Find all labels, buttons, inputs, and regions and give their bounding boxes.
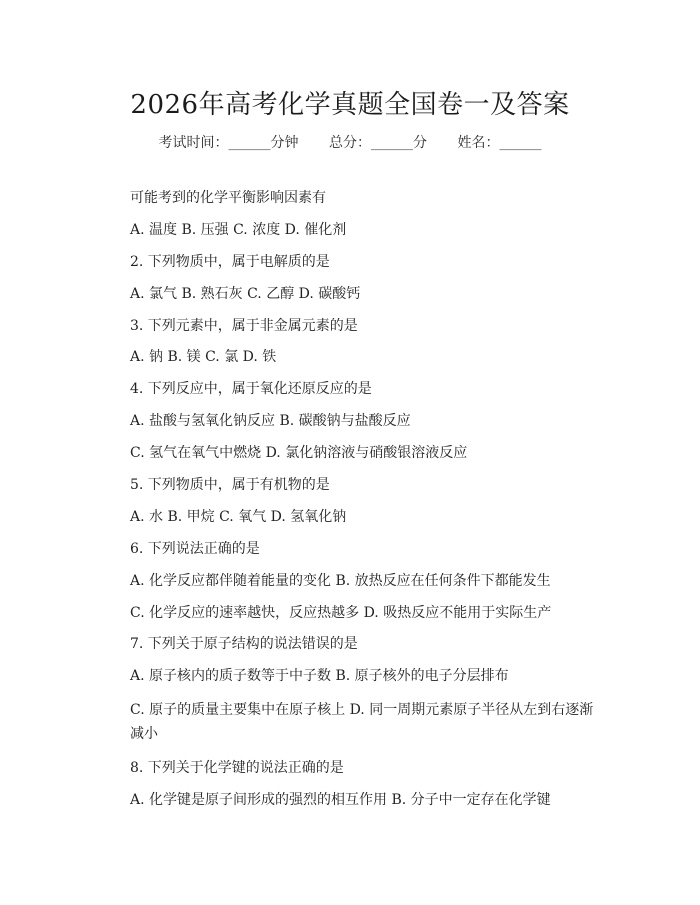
option-line: A. 原子核内的质子数等于中子数 B. 原子核外的电子分层排布 bbox=[130, 668, 509, 685]
total-score: 总分：______分 bbox=[329, 135, 427, 151]
option-line: C. 化学反应的速率越快，反应热越多 D. 吸热反应不能用于实际生产 bbox=[130, 604, 552, 621]
question-line: 8. 下列关于化学键的说法正确的是 bbox=[130, 760, 344, 777]
option-line: A. 盐酸与氢氧化钠反应 B. 碳酸钠与盐酸反应 bbox=[130, 413, 411, 430]
question-line: 4. 下列反应中，属于氧化还原反应的是 bbox=[130, 381, 372, 398]
question-line: 6. 下列说法正确的是 bbox=[130, 540, 260, 557]
option-line: A. 化学键是原子间形成的强烈的相互作用 B. 分子中一定存在化学键 bbox=[130, 792, 551, 809]
question-line: 5. 下列物质中，属于有机物的是 bbox=[130, 477, 330, 494]
exam-time: 考试时间：______分钟 bbox=[158, 135, 299, 151]
question-line: 3. 下列元素中，属于非金属元素的是 bbox=[130, 317, 358, 334]
question-list bbox=[130, 188, 615, 822]
page-title: 2026年高考化学真题全国卷一及答案 bbox=[130, 90, 570, 120]
option-line: C. 氢气在氧气中燃烧 D. 氯化钠溶液与硝酸银溶液反应 bbox=[130, 445, 468, 462]
option-line-text: C. 原子的质量主要集中在原子核上 D. 同一周期元素原子半径从左到右逐渐减小 bbox=[130, 702, 594, 743]
student-name: 姓名：______ bbox=[457, 135, 542, 151]
exam-meta bbox=[0, 132, 700, 152]
option-line: A. 钠 B. 镁 C. 氯 D. 铁 bbox=[130, 349, 277, 366]
option-line: A. 氯气 B. 熟石灰 C. 乙醇 D. 碳酸钙 bbox=[130, 285, 361, 302]
option-line-wrapped bbox=[130, 698, 615, 746]
option-line: A. 温度 B. 压强 C. 浓度 D. 催化剂 bbox=[130, 221, 347, 238]
question-line: 7. 下列关于原子结构的说法错误的是 bbox=[130, 636, 358, 653]
option-line: A. 水 B. 甲烷 C. 氧气 D. 氢氧化钠 bbox=[130, 508, 347, 525]
question-line: 可能考到的化学平衡影响因素有 bbox=[130, 190, 326, 206]
option-line: A. 化学反应都伴随着能量的变化 B. 放热反应在任何条件下都能发生 bbox=[130, 572, 551, 589]
question-line: 2. 下列物质中，属于电解质的是 bbox=[130, 253, 330, 270]
